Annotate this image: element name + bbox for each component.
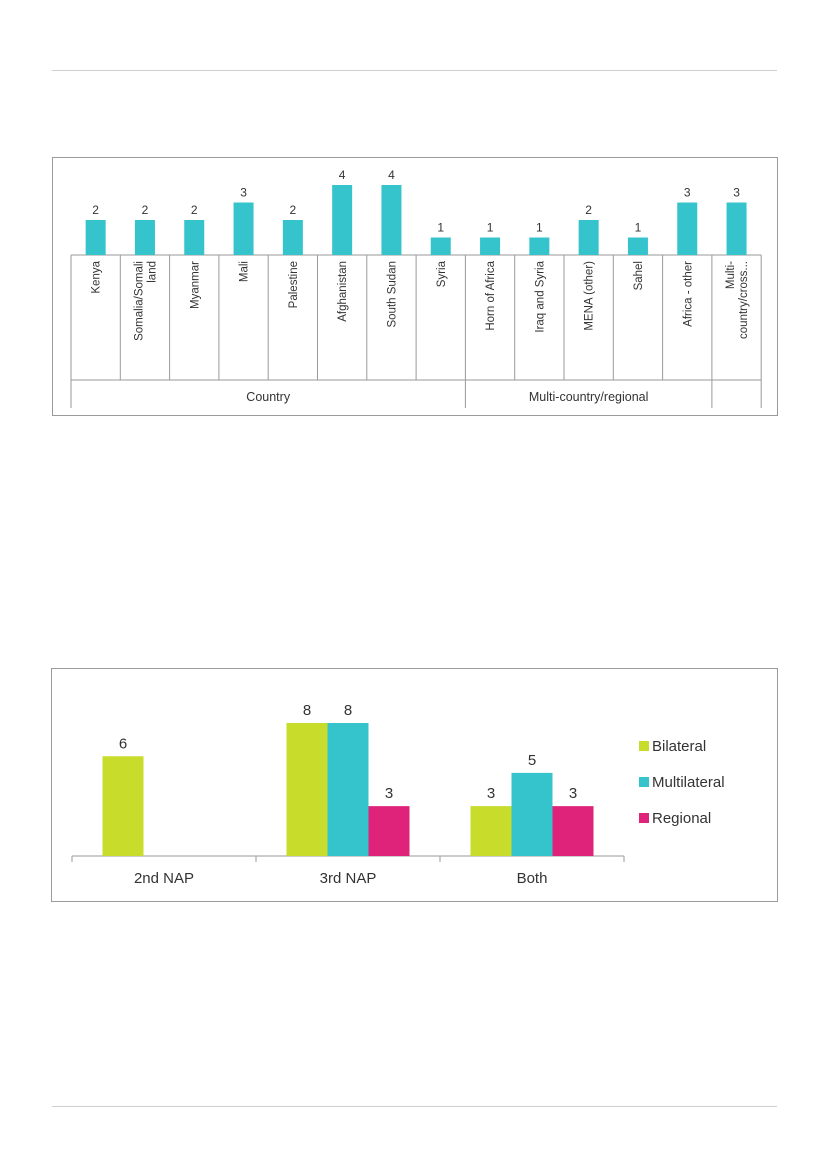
- bar-multilateral: [328, 723, 369, 856]
- category-label-line: Multi-: [725, 261, 738, 290]
- category-label: [189, 261, 201, 309]
- bar: [727, 203, 747, 256]
- category-label: [725, 261, 750, 339]
- bar: [234, 203, 254, 256]
- category-label: [91, 260, 103, 293]
- data-label: 1: [486, 220, 494, 235]
- footer-rule: [52, 1106, 777, 1107]
- category-label: [584, 261, 596, 331]
- data-label: 3: [733, 185, 740, 200]
- bar: [529, 238, 549, 256]
- legend-label: Bilateral: [652, 738, 707, 755]
- data-label: 5: [527, 751, 537, 769]
- bar: [135, 220, 155, 255]
- data-label: 8: [302, 702, 312, 719]
- bar: [677, 203, 697, 256]
- data-label: 6: [118, 735, 128, 753]
- data-label: 1: [437, 220, 445, 235]
- legend-label: Regional: [652, 810, 712, 827]
- bar: [86, 220, 106, 255]
- legend-swatch: [639, 777, 649, 787]
- bar-bilateral: [103, 756, 144, 856]
- bar: [480, 238, 500, 256]
- data-label: 3: [240, 185, 247, 200]
- category-label-line: country/cross...: [738, 261, 751, 339]
- category-label: 2nd NAP: [133, 870, 195, 887]
- group-label: Country: [246, 390, 291, 404]
- data-label: 3: [568, 785, 578, 803]
- bar: [381, 185, 401, 255]
- category-label: Both: [516, 870, 548, 887]
- bar: [184, 220, 204, 255]
- chart-nap-frame: [51, 668, 778, 902]
- bar-multilateral: [512, 773, 553, 856]
- data-label: 1: [634, 220, 642, 235]
- category-label: [288, 261, 300, 308]
- bar: [283, 220, 303, 255]
- data-label: 2: [190, 203, 198, 217]
- category-label: [337, 261, 349, 322]
- bar: [628, 238, 648, 256]
- category-label: [682, 261, 694, 327]
- category-label: [534, 260, 546, 332]
- bar: [431, 238, 451, 256]
- category-label: [239, 261, 251, 282]
- data-label: 3: [486, 785, 496, 803]
- category-label-line: Somalia/Somali: [133, 261, 146, 341]
- data-label: 1: [536, 220, 543, 235]
- data-label: 3: [683, 185, 691, 200]
- category-label-line: Syria: [435, 261, 448, 288]
- data-label: 2: [141, 203, 149, 217]
- bar: [332, 185, 352, 255]
- legend-label: Multilateral: [652, 774, 725, 791]
- legend-swatch: [639, 741, 649, 751]
- category-label-line: South Sudan: [386, 261, 399, 328]
- category-label: [633, 261, 645, 290]
- data-label: 4: [338, 168, 346, 182]
- category-label: [485, 260, 497, 330]
- header-rule: [52, 70, 777, 71]
- category-label-line: Mali: [238, 261, 251, 283]
- category-label-line: Afghanistan: [337, 261, 350, 322]
- data-label: 2: [289, 203, 297, 217]
- category-label-line: land: [146, 261, 159, 283]
- chart-country: [53, 158, 777, 415]
- bar-bilateral: [471, 806, 512, 856]
- legend-swatch: [639, 813, 649, 823]
- bar-bilateral: [287, 723, 328, 856]
- bar-regional: [369, 806, 410, 856]
- category-label: [133, 261, 158, 341]
- bar: [579, 220, 599, 255]
- category-label-line: Horn of Africa: [485, 261, 498, 331]
- category-label-line: Sahel: [632, 261, 645, 291]
- category-label: 3rd NAP: [319, 870, 377, 887]
- data-label: 2: [92, 203, 99, 217]
- data-label: 4: [388, 168, 395, 182]
- category-label-line: Africa - other: [682, 261, 695, 327]
- data-label: 8: [343, 702, 353, 719]
- category-label: [436, 260, 448, 287]
- category-label-line: Palestine: [287, 261, 300, 309]
- category-label-line: Myanmar: [189, 261, 202, 309]
- data-label: 3: [384, 785, 394, 803]
- bar-regional: [553, 806, 594, 856]
- category-label: [386, 261, 398, 328]
- category-label-line: Iraq and Syria: [534, 261, 547, 333]
- chart-country-frame: [52, 157, 778, 416]
- category-label-line: Kenya: [90, 261, 103, 294]
- chart-nap: [52, 669, 777, 901]
- category-label-line: MENA (other): [583, 261, 596, 331]
- group-label: Multi-country/regional: [528, 390, 649, 404]
- data-label: 2: [585, 203, 592, 217]
